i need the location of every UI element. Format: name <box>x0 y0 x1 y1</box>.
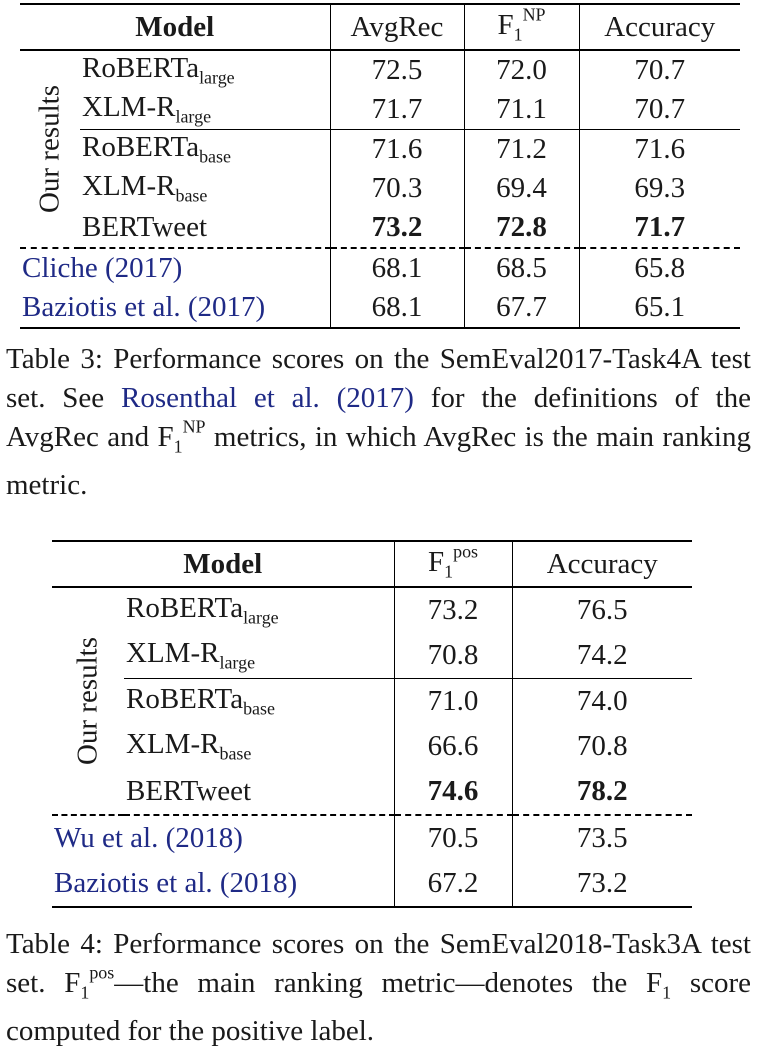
header-accuracy: Accuracy <box>512 541 692 587</box>
our-results-label: Our results <box>33 84 66 214</box>
table-4-grid <box>52 540 692 908</box>
table-row <box>52 815 692 861</box>
f1-cell: 69.4 <box>464 169 579 208</box>
f1-cell: 72.0 <box>464 50 579 90</box>
accuracy-cell: 74.0 <box>512 679 692 725</box>
accuracy-cell: 70.7 <box>579 90 740 130</box>
our-results-label: Our results <box>71 636 104 766</box>
table-row <box>52 587 692 633</box>
model-name: RoBERTa$_{large}$ <box>82 52 235 88</box>
table-row <box>20 169 740 208</box>
baseline-citation[interactable]: Cliche (2017) <box>20 248 330 288</box>
table-row <box>20 208 740 248</box>
header-model: Model <box>20 4 330 50</box>
f1-cell-best: 74.6 <box>394 769 512 815</box>
header-f1np: $F_1^{NP}$ <box>464 4 579 50</box>
f1-cell: 71.1 <box>464 90 579 130</box>
accuracy-cell: 69.3 <box>579 169 740 208</box>
table-row <box>20 50 740 90</box>
f1-cell: 68.5 <box>464 248 579 288</box>
table-row <box>20 90 740 130</box>
baseline-citation[interactable]: Baziotis et al. (2017) <box>20 288 330 328</box>
accuracy-cell-best: 71.7 <box>579 208 740 248</box>
avgrec-cell: 68.1 <box>330 288 464 328</box>
f1-cell: 70.8 <box>394 633 512 679</box>
accuracy-cell: 65.1 <box>579 288 740 328</box>
table-row <box>20 288 740 328</box>
model-name: XLM-$R_{large}$ <box>82 91 212 127</box>
table-3-caption: Table 3: Performance scores on the SemEval2017-Task4A test set. See Rosenthal et al. (2017) for the definitions of the AvgRec and $F_1^{NP}$ metrics, in which AvgRec is the main ranking metric. <box>6 343 751 502</box>
table-3 <box>20 3 740 329</box>
table-4-caption: Table 4: Performance scores on the SemEval2018-Task3A test set. $F_1^{pos}—the$ main ranking metric—denotes the $F_1$ score computed for the positive label. <box>6 928 752 1048</box>
table-4 <box>52 540 692 908</box>
model-name: RoBERTa$_{base}$ <box>124 679 394 725</box>
avgrec-cell: 68.1 <box>330 248 464 288</box>
baseline-citation[interactable]: Baziotis et al. (2018) <box>52 861 394 907</box>
table-row <box>52 679 692 725</box>
model-name: BERTweet <box>126 775 252 807</box>
header-accuracy: Accuracy <box>579 4 740 50</box>
table-3-grid <box>20 3 740 329</box>
accuracy-cell: 71.6 <box>579 130 740 170</box>
accuracy-cell: 70.8 <box>512 724 692 769</box>
accuracy-cell: 70.7 <box>579 50 740 90</box>
f1-cell: 73.2 <box>394 587 512 633</box>
table-3-header-row <box>20 4 740 50</box>
table-row <box>20 248 740 288</box>
avgrec-cell: 70.3 <box>330 169 464 208</box>
f1-cell: 67.2 <box>394 861 512 907</box>
table-row <box>52 769 692 815</box>
f1-cell-best: 72.8 <box>464 208 579 248</box>
model-name: BERTweet <box>82 211 208 243</box>
accuracy-cell: 65.8 <box>579 248 740 288</box>
f1-cell: 67.7 <box>464 288 579 328</box>
baseline-citation[interactable]: Wu et al. (2018) <box>52 815 394 861</box>
avgrec-cell-best: 73.2 <box>330 208 464 248</box>
table-row <box>52 724 692 769</box>
model-name: XLM-$R_{base}$ <box>82 170 208 206</box>
accuracy-cell-best: 78.2 <box>512 769 692 815</box>
f1-cell: 66.6 <box>394 724 512 769</box>
accuracy-cell: 73.2 <box>512 861 692 907</box>
avgrec-cell: 71.7 <box>330 90 464 130</box>
avgrec-cell: 72.5 <box>330 50 464 90</box>
model-name: XLM-$R_{base}$ <box>126 728 252 764</box>
avgrec-cell: 71.6 <box>330 130 464 170</box>
table-row <box>20 130 740 170</box>
table-4-header-row <box>52 541 692 587</box>
accuracy-cell: 76.5 <box>512 587 692 633</box>
f1-cell: 70.5 <box>394 815 512 861</box>
accuracy-cell: 73.5 <box>512 815 692 861</box>
header-f1pos: $F_1^{pos}$ <box>394 541 512 587</box>
model-name: RoBERTa$_{base}$ <box>80 130 330 170</box>
accuracy-cell: 74.2 <box>512 633 692 679</box>
table-row <box>52 633 692 679</box>
model-name: XLM-$R_{large}$ <box>126 637 256 673</box>
header-avgrec: AvgRec <box>330 4 464 50</box>
f1-cell: 71.0 <box>394 679 512 725</box>
caption-citation[interactable]: Rosenthal et al. (2017) <box>121 382 414 414</box>
table-row <box>52 861 692 907</box>
model-name: RoBERTa$_{large}$ <box>126 592 279 628</box>
header-model: Model <box>52 541 394 587</box>
f1-cell: 71.2 <box>464 130 579 170</box>
